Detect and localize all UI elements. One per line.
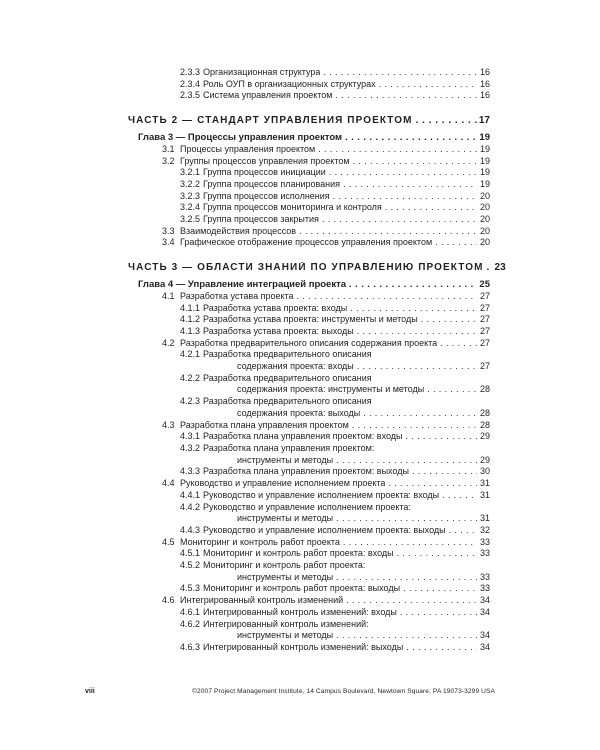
toc-entry-title: Мониторинг и контроль работ проекта: выходы (203, 583, 401, 594)
dot-leader (336, 572, 477, 584)
toc-page-number: 20 (479, 202, 490, 213)
dot-leader (449, 525, 477, 537)
toc-entry-number: 4.4.1 (180, 489, 201, 500)
toc-entry-title: Разработка плана управления проектом (180, 419, 349, 430)
toc-entry (128, 583, 490, 595)
toc-part-heading (128, 115, 490, 127)
toc-page-number: 16 (479, 90, 490, 101)
toc-entry (128, 396, 490, 419)
toc-page-number: 19 (479, 155, 490, 166)
toc-entry-title: Система управления проектом (203, 90, 333, 101)
toc-page-number: 27 (479, 361, 490, 372)
toc-entry-number: 4.2.1 (180, 349, 201, 360)
toc-page-number: 34 (479, 630, 490, 641)
toc-entry-title-continued: содержания проекта: выходы (237, 407, 361, 418)
dot-leader (322, 214, 477, 226)
toc-page-number: 19 (479, 143, 490, 154)
toc-entry-number: 4.3.1 (180, 431, 201, 442)
toc-entry-title: Группа процессов инициации (203, 167, 326, 178)
toc-entry-title: Интегрированный контроль изменений: входы (203, 606, 397, 617)
toc-entry-number: 2.3.4 (180, 78, 201, 89)
toc-page-number: 27 (479, 325, 490, 336)
toc-entry-title: Разработка устава проекта: выходы (203, 325, 354, 336)
toc-page-number: 25 (479, 279, 490, 291)
toc-entry-title: Разработка устава проекта (180, 290, 294, 301)
toc-entry-number: 4.4 (162, 478, 175, 489)
toc-entry-number: 4.2 (162, 337, 175, 348)
dot-leader (442, 490, 477, 502)
toc-entry-title-continued: инструменты и методы (237, 630, 334, 641)
toc-entry-number: 4.5.2 (180, 560, 201, 571)
toc-entry (128, 349, 490, 372)
toc-page-number: 20 (479, 190, 490, 201)
toc-entry-title: Мониторинг и контроль работ проекта (180, 536, 340, 547)
toc-entry-number: 4.2.3 (180, 396, 201, 407)
toc-page-number: 19 (479, 178, 490, 189)
toc-part-heading (128, 262, 506, 274)
dot-leader (406, 642, 477, 654)
toc-entry-title: Разработка устава проекта: инструменты и методы (203, 314, 418, 325)
toc-entry-number: 4.4.2 (180, 501, 201, 512)
toc-entry-title: Руководство и управление исполнением проекта: (203, 501, 411, 512)
dot-leader (336, 630, 477, 642)
toc-entry-number: 4.5 (162, 536, 175, 547)
toc-entry-title: ЧАСТЬ 3 — ОБЛАСТИ ЗНАНИЙ ПО УПРАВЛЕНИЮ ПРОЕКТОМ (128, 262, 484, 274)
toc-page-number: 34 (479, 641, 490, 652)
toc-entry-number: 4.1 (162, 290, 175, 301)
toc-entry-number: 3.2 (162, 155, 175, 166)
toc-entry (128, 420, 490, 432)
toc-entry-title: ЧАСТЬ 2 — СТАНДАРТ УПРАВЛЕНИЯ ПРОЕКТОМ (128, 115, 413, 127)
toc-page-number: 23 (494, 262, 506, 274)
toc-entry-title: Организационная структура (203, 67, 321, 77)
dot-leader (343, 537, 477, 549)
dot-leader (403, 583, 477, 595)
toc-entry (128, 607, 490, 619)
footer-page-number: viii (85, 688, 95, 695)
toc-entry-title: Роль ОУП в организационных структурах (203, 78, 376, 89)
toc-entry (128, 226, 490, 238)
toc-entry (128, 191, 490, 203)
toc-entry (128, 144, 490, 156)
toc-entry-number: 4.2.2 (180, 372, 201, 383)
toc-entry (128, 466, 490, 478)
toc-page-number: 16 (479, 78, 490, 89)
toc-entry-title: Руководство и управление исполнением проекта: выходы (203, 524, 446, 535)
toc-page-number: 33 (479, 583, 490, 594)
toc-entry-title: Разработка устава проекта: входы (203, 302, 348, 313)
toc-page-number: 29 (479, 454, 490, 465)
toc-entry-title: Разработка плана управления проектом: (203, 442, 375, 453)
toc-entry-number: 4.4.3 (180, 524, 201, 535)
toc-entry (128, 478, 490, 490)
toc-entry-number: 4.1.1 (180, 302, 201, 313)
toc-entry-number: 3.3 (162, 225, 175, 236)
toc-chapter-heading (128, 132, 490, 144)
dot-leader (345, 132, 477, 144)
toc-entry-title: Интегрированный контроль изменений: выходы (203, 641, 404, 652)
toc-entry-number: 4.5.1 (180, 548, 201, 559)
toc-entry (128, 642, 490, 654)
dot-leader (435, 237, 477, 249)
dot-leader (299, 226, 477, 238)
dot-leader (346, 595, 477, 607)
toc-entry (128, 525, 490, 537)
toc-entry-number: 4.1.2 (180, 314, 201, 325)
toc-page-number: 27 (479, 337, 490, 348)
dot-leader (352, 420, 477, 432)
toc-page-number: 31 (479, 478, 490, 489)
toc-entry-title: Группы процессов управления проектом (180, 155, 350, 166)
toc-entry (128, 303, 490, 315)
toc-entry-number: 4.6.2 (180, 618, 201, 629)
dot-leader (400, 607, 477, 619)
dot-leader (412, 466, 477, 478)
toc-entry-title: Руководство и управление исполнением проекта: входы (203, 489, 440, 500)
toc-entry-title: Глава 3 — Процессы управления проектом (138, 132, 343, 144)
toc-entry (128, 502, 490, 525)
toc-entry-number: 4.3.3 (180, 466, 201, 477)
toc-entry-number: 3.2.4 (180, 202, 201, 213)
toc-page-number: 33 (479, 571, 490, 582)
dot-leader (421, 314, 477, 326)
toc-entry (128, 90, 490, 102)
toc-entry (128, 79, 490, 91)
toc-entry-title: Интегрированный контроль изменений (180, 595, 344, 606)
toc-page-number: 19 (479, 132, 490, 144)
toc-entry-title: Группа процессов исполнения (203, 190, 330, 201)
toc-entry-number: 4.5.3 (180, 583, 201, 594)
toc-entry-title: Глава 4 — Управление интеграцией проекта (138, 279, 347, 291)
toc-entry-title: Группа процессов планирования (203, 178, 341, 189)
toc-page-number: 27 (479, 290, 490, 301)
dot-leader (427, 384, 477, 396)
toc-entry-title: Группа процессов мониторинга и контроля (203, 202, 382, 213)
toc-entry-title: Взаимодействия процессов (180, 225, 297, 236)
toc-entry (128, 237, 490, 249)
dot-leader (357, 326, 477, 338)
toc-entry (128, 167, 490, 179)
toc-entry-title: Руководство и управление исполнением проекта (180, 478, 386, 489)
toc-entry (128, 314, 490, 326)
toc-entry (128, 214, 490, 226)
toc-page-number: 27 (479, 302, 490, 313)
dot-leader (335, 90, 477, 102)
toc-page-number: 29 (479, 431, 490, 442)
toc-entry (128, 431, 490, 443)
toc-entry-title: Интегрированный контроль изменений: (203, 618, 369, 629)
toc-entry-number: 4.1.3 (180, 325, 201, 336)
dot-leader (357, 361, 477, 373)
dot-leader (397, 548, 477, 560)
toc-entry-title: Графическое отображение процессов управления проектом (180, 237, 433, 248)
toc-entry (128, 595, 490, 607)
dot-leader (323, 67, 477, 79)
dot-leader (487, 262, 493, 274)
dot-leader (329, 167, 477, 179)
toc-page-number: 33 (479, 536, 490, 547)
toc-page-number: 33 (479, 548, 490, 559)
toc-entry-number: 4.6 (162, 595, 175, 606)
toc-entry-number: 4.6.3 (180, 641, 201, 652)
toc-entry-title: Мониторинг и контроль работ проекта: входы (203, 548, 394, 559)
dot-leader (363, 408, 477, 420)
dot-leader (350, 303, 477, 315)
toc-entry-title-continued: содержания проекта: инструменты и методы (237, 384, 425, 395)
dot-leader (406, 431, 477, 443)
toc-page-number: 28 (479, 419, 490, 430)
toc-chapter-heading (128, 279, 490, 291)
toc-page-number: 31 (479, 513, 490, 524)
dot-leader (440, 338, 477, 350)
toc-entry-title: Разработка плана управления проектом: входы (203, 431, 403, 442)
toc-entry-title: Разработка предварительного описания (203, 372, 372, 383)
toc-entry (128, 373, 490, 396)
toc-entry (128, 490, 490, 502)
toc-entry (128, 443, 490, 466)
dot-leader (336, 455, 477, 467)
toc-entry-number: 3.4 (162, 237, 175, 248)
toc-entry-title: Процессы управления проектом (180, 143, 316, 154)
toc-page-number: 20 (479, 237, 490, 248)
toc-page-number: 20 (479, 214, 490, 225)
toc-entry-number: 4.3.2 (180, 442, 201, 453)
toc-page-number: 34 (479, 606, 490, 617)
toc-page-number: 19 (479, 167, 490, 178)
toc-entry-title-continued: инструменты и методы (237, 571, 334, 582)
dot-leader (343, 179, 477, 191)
toc-page-number: 30 (479, 466, 490, 477)
toc-entry-number: 2.3.3 (180, 67, 201, 77)
toc-page-number: 34 (479, 595, 490, 606)
toc-page-number: 32 (479, 524, 490, 535)
dot-leader (336, 513, 477, 525)
dot-leader (385, 202, 477, 214)
footer-copyright: ©2007 Project Management Institute, 14 Campus Boulevard, Newtown Square, PA 19073-3299 USA (192, 688, 495, 695)
toc-entry (128, 548, 490, 560)
toc-entry-number: 3.2.1 (180, 167, 201, 178)
toc-entry (128, 338, 490, 350)
toc-page-number: 27 (479, 314, 490, 325)
toc-entry-title: Разработка плана управления проектом: выходы (203, 466, 409, 477)
toc-entry (128, 202, 490, 214)
toc-entry (128, 179, 490, 191)
toc-page-number: 31 (479, 489, 490, 500)
toc-entry-title-continued: содержания проекта: входы (237, 361, 354, 372)
toc-entry-title-continued: инструменты и методы (237, 513, 334, 524)
toc-entry (128, 560, 490, 583)
toc-entry-number: 4.3 (162, 419, 175, 430)
toc-entry-number: 4.6.1 (180, 606, 201, 617)
dot-leader (416, 115, 477, 127)
toc-entry-number: 3.2.5 (180, 214, 201, 225)
toc-entry-title: Группа процессов закрытия (203, 214, 319, 225)
toc-entry-number: 3.2.2 (180, 178, 201, 189)
toc-entry-number: 3.2.3 (180, 190, 201, 201)
toc-entry-number: 2.3.5 (180, 90, 201, 101)
toc-page-number: 28 (479, 384, 490, 395)
toc-list (128, 67, 506, 654)
dot-leader (379, 79, 477, 91)
dot-leader (333, 191, 477, 203)
dot-leader (353, 156, 477, 168)
toc-entry (128, 156, 490, 168)
toc-entry (128, 291, 490, 303)
toc-entry-title: Разработка предварительного описания (203, 396, 372, 407)
toc-entry-title: Мониторинг и контроль работ проекта: (203, 560, 366, 571)
dot-leader (318, 144, 477, 156)
toc-entry (128, 326, 490, 338)
toc-entry (128, 537, 490, 549)
dot-leader (388, 478, 477, 490)
dot-leader (297, 291, 477, 303)
toc-entry-title-continued: инструменты и методы (237, 454, 334, 465)
toc-entry-title: Разработка предварительного описания содержания проекта (180, 337, 438, 348)
toc-entry-number: 3.1 (162, 143, 175, 154)
toc-page-number: 16 (479, 67, 490, 77)
toc-entry-title: Разработка предварительного описания (203, 349, 372, 360)
toc-page-number: 17 (478, 115, 490, 127)
toc-page-number: 20 (479, 225, 490, 236)
toc-page-number: 28 (479, 407, 490, 418)
toc-entry (128, 67, 490, 79)
toc-entry (128, 619, 490, 642)
dot-leader (349, 279, 477, 291)
